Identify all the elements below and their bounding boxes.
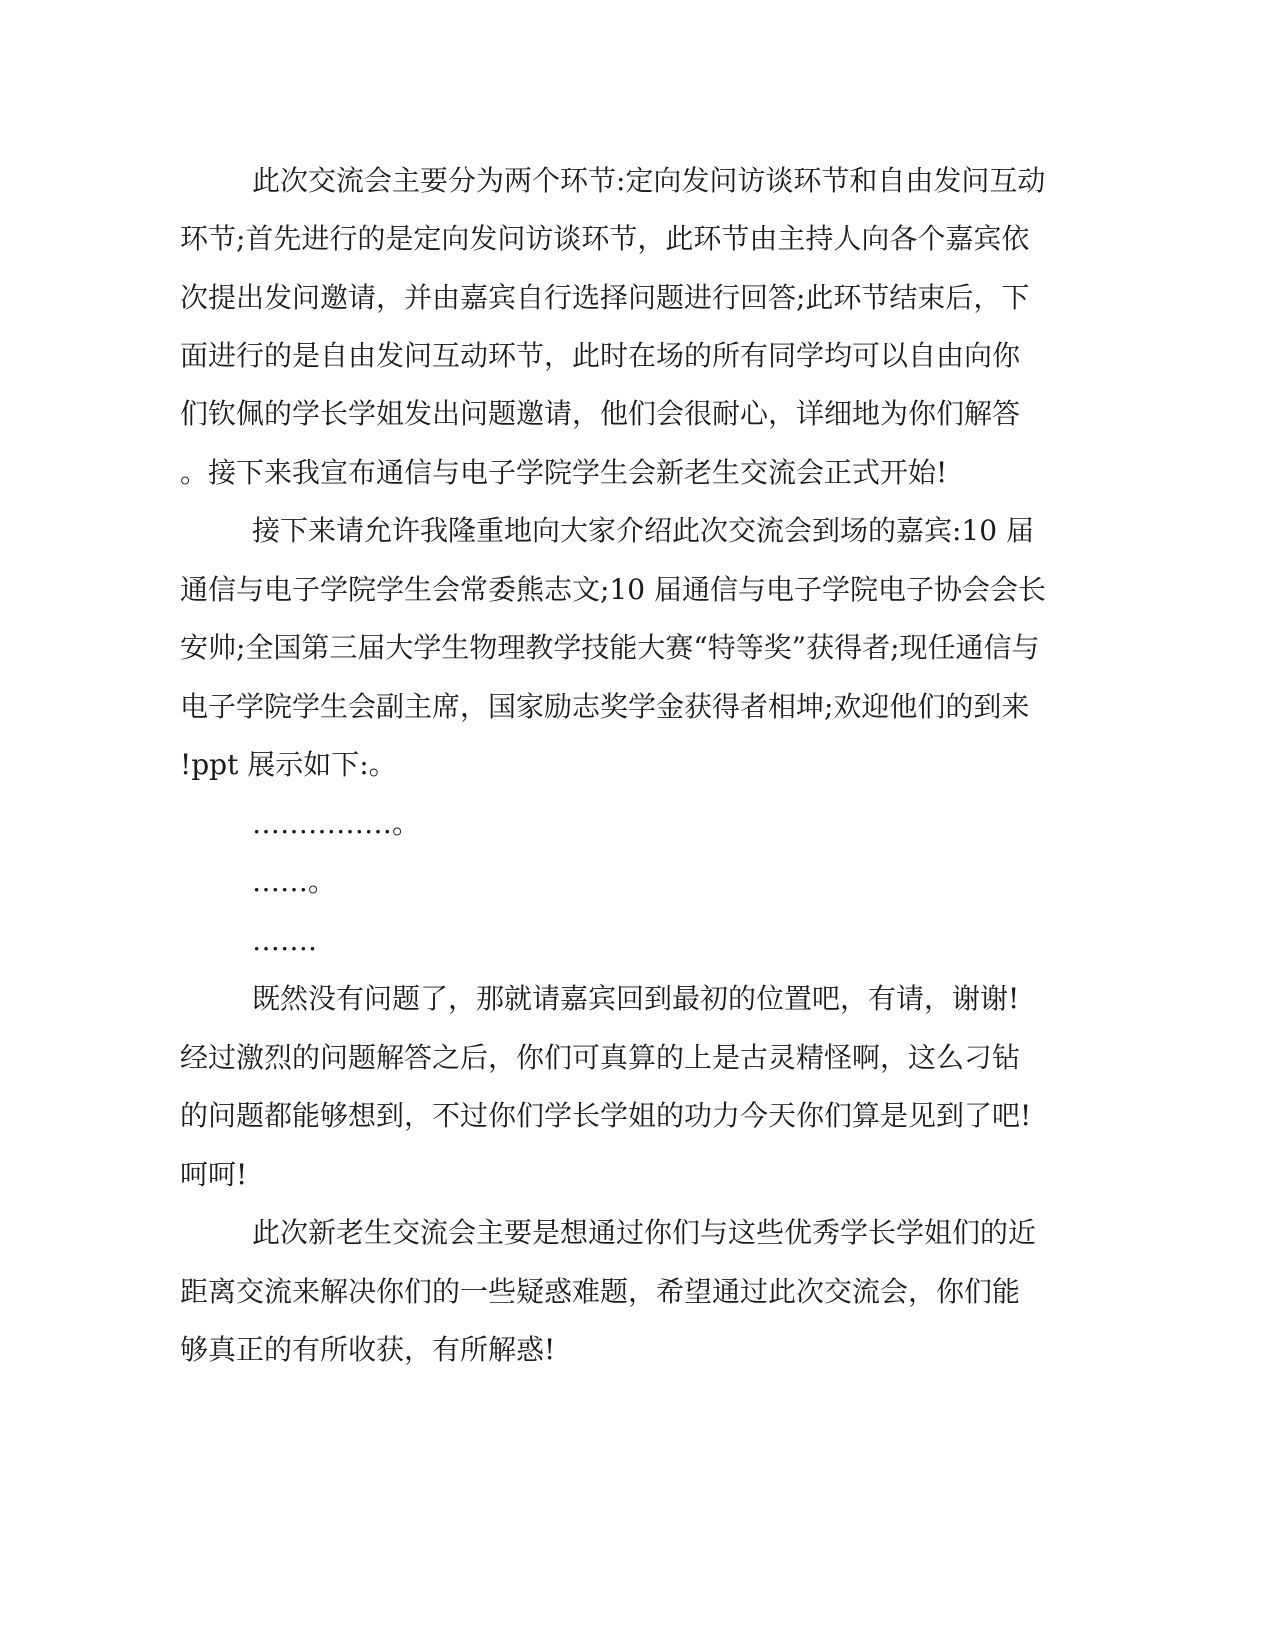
paragraph-4-line-3: 够真正的有所收获，有所解惑! bbox=[180, 1333, 556, 1366]
paragraph-2-line-3: 安帅;全国第三届大学生物理教学技能大赛“特等奖”获得者;现任通信与 bbox=[180, 631, 1040, 664]
paragraph-2-line-2: 通信与电子学院学生会常委熊志文;10 届通信与电子学院电子协会会长 bbox=[180, 573, 1046, 606]
paragraph-1-line-6: 。接下来我宣布通信与电子学院学生会新老生交流会正式开始! bbox=[180, 456, 948, 489]
paragraph-3-line-3: 的问题都能够想到，不过你们学长学姐的功力今天你们算是见到了吧! bbox=[180, 1099, 1032, 1132]
paragraph-2-line-1: 接下来请允许我隆重地向大家介绍此次交流会到场的嘉宾:10 届 bbox=[252, 514, 1034, 547]
paragraph-1-line-4: 面进行的是自由发问互动环节，此时在场的所有同学均可以自由向你 bbox=[180, 339, 1021, 372]
ellipsis-line-3: ……. bbox=[252, 924, 317, 957]
ellipsis-line-1: ……………。 bbox=[252, 807, 421, 840]
paragraph-1-line-5: 们钦佩的学长学姐发出问题邀请，他们会很耐心，详细地为你们解答 bbox=[180, 397, 1021, 430]
paragraph-2-line-5: !ppt 展示如下:。 bbox=[180, 748, 397, 781]
paragraph-1-line-1: 此次交流会主要分为两个环节:定向发问访谈环节和自由发问互动 bbox=[252, 164, 1046, 197]
paragraph-2-line-4: 电子学院学生会副主席，国家励志奖学金获得者相坤;欢迎他们的到来 bbox=[180, 690, 1030, 723]
paragraph-4-line-1: 此次新老生交流会主要是想通过你们与这些优秀学长学姐们的近 bbox=[252, 1216, 1037, 1249]
paragraph-3-line-2: 经过激烈的问题解答之后，你们可真算的上是古灵精怪啊，这么刁钻 bbox=[180, 1041, 1021, 1074]
paragraph-3-line-4: 呵呵! bbox=[180, 1158, 248, 1191]
paragraph-1-line-2: 环节;首先进行的是定向发问访谈环节，此环节由主持人向各个嘉宾依 bbox=[180, 222, 1030, 255]
paragraph-4-line-2: 距离交流来解决你们的一些疑惑难题，希望通过此次交流会，你们能 bbox=[180, 1275, 1021, 1308]
paragraph-3-line-1: 既然没有问题了，那就请嘉宾回到最初的位置吧，有请，谢谢! bbox=[252, 982, 1020, 1015]
paragraph-1-line-3: 次提出发问邀请，并由嘉宾自行选择问题进行回答;此环节结束后，下 bbox=[180, 281, 1030, 314]
ellipsis-line-2: ……。 bbox=[252, 865, 337, 898]
